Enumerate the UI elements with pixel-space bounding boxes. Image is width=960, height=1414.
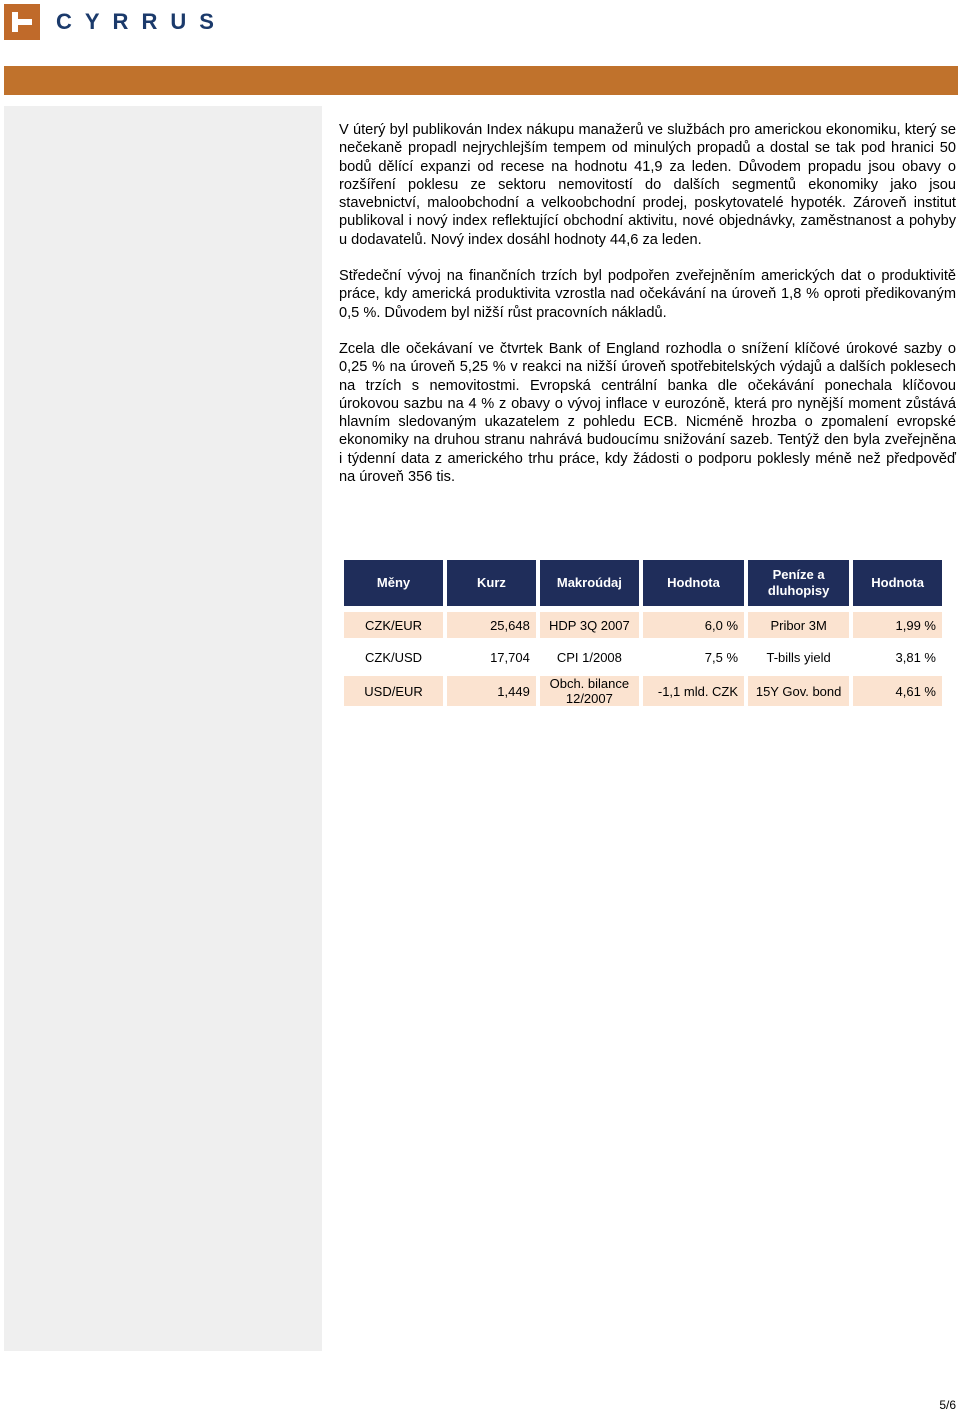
logo-text: CYRRUS <box>56 9 227 34</box>
cell-rate: 17,704 <box>490 649 530 665</box>
cell-yield: 3,81 % <box>895 649 936 665</box>
cell-rate: 1,449 <box>447 676 536 706</box>
header-money-bonds: Peníze a dluhopisy <box>748 560 849 606</box>
page-number: 5/6 <box>939 1398 956 1412</box>
cell-yield: 1,99 % <box>853 612 942 638</box>
market-data-table <box>340 554 946 712</box>
table-row <box>344 676 942 706</box>
article-body <box>339 121 956 504</box>
header-rate: Kurz <box>447 560 536 606</box>
cell-currency: CZK/EUR <box>344 612 443 638</box>
cyrrus-logo <box>4 4 227 40</box>
table-header-row <box>344 560 942 606</box>
header-macro: Makroúdaj <box>540 560 639 606</box>
cell-value: 7,5 % <box>704 649 739 665</box>
cyrrus-logo-mark-icon <box>4 4 40 40</box>
cell-macro: CPI 1/2008 <box>556 649 622 665</box>
cell-value: 6,0 % <box>643 612 744 638</box>
header-accent-bar <box>4 66 958 95</box>
table-row <box>344 612 942 638</box>
paragraph-2: Středeční vývoj na finančních trzích byl podpořen zveřejněním amerických dat o produktivitě práce, kdy americká produktivita vzrostla nad očekávání na úroveň 1,8 % oproti předikovaným 0,5 %. Důvodem byl nižší růst pracovních nákladů. <box>339 268 956 321</box>
cell-currency: CZK/USD <box>365 649 423 665</box>
paragraph-1: V úterý byl publikován Index nákupu manažerů ve službách pro americkou ekonomiku, který se nečekaně propadl nejrychlejším tempem od minulých propadů a dostal se tak pod hranici 50 bodů dělící expanzi od recese na hodnotu 41,9 za leden. Důvodem propadu jsou obavy o rozšíření poklesu ze sektoru nemovitostí do dalších segmentů ekonomiky jako jsou stavebnictví, maloobchodní a velkoobchodní prodej, poskytovatelé hypoték. Zároveň institut publikoval i nový index reflektující obchodní aktivitu, nové objednávky, zaměstnanost a pohyby u dodavatelů. Nový index dosáhl hodnoty 44,6 za leden. <box>339 122 956 248</box>
cell-rate: 25,648 <box>447 612 536 638</box>
header-currencies: Měny <box>344 560 443 606</box>
paragraph-3: Zcela dle očekávaní ve čtvrtek Bank of England rozhodla o snížení klíčové úrokové sazby o 0,25 % na úroveň 5,25 % v reakci na nižší úroveň spotřebitelských výdajů a dalších poklesech na trzích s nemovitostmi. Evropská centrální banka dle očekávání ponechala klíčovou úrokovou sazbu na 4 % z obavy o vývoj inflace v eurozóně, která pro nynější moment zůstává hlavním sledovaným ukazatelem z pohledu ECB. Nicméně hrozba o zpomalení evropské ekonomiky na druhou stranu nahrává budoucímu snižování sazeb. Tentýž den byla zveřejněna i týdenní data z amerického trhu práce, kdy žádosti o podporu poklesly méně než předpověď na úroveň 356 tis. <box>339 340 956 486</box>
cell-instrument: T-bills yield <box>766 649 831 665</box>
table-row <box>344 644 942 670</box>
left-margin-panel <box>4 106 322 1351</box>
cell-instrument: 15Y Gov. bond <box>748 676 849 706</box>
cell-currency: USD/EUR <box>344 676 443 706</box>
cell-yield: 4,61 % <box>853 676 942 706</box>
cell-macro: Obch. bilance 12/2007 <box>540 676 639 706</box>
cell-instrument: Pribor 3M <box>748 612 849 638</box>
cell-macro: HDP 3Q 2007 <box>540 612 639 638</box>
header-value: Hodnota <box>643 560 744 606</box>
header-value-2: Hodnota <box>853 560 942 606</box>
cell-value: -1,1 mld. CZK <box>643 676 744 706</box>
